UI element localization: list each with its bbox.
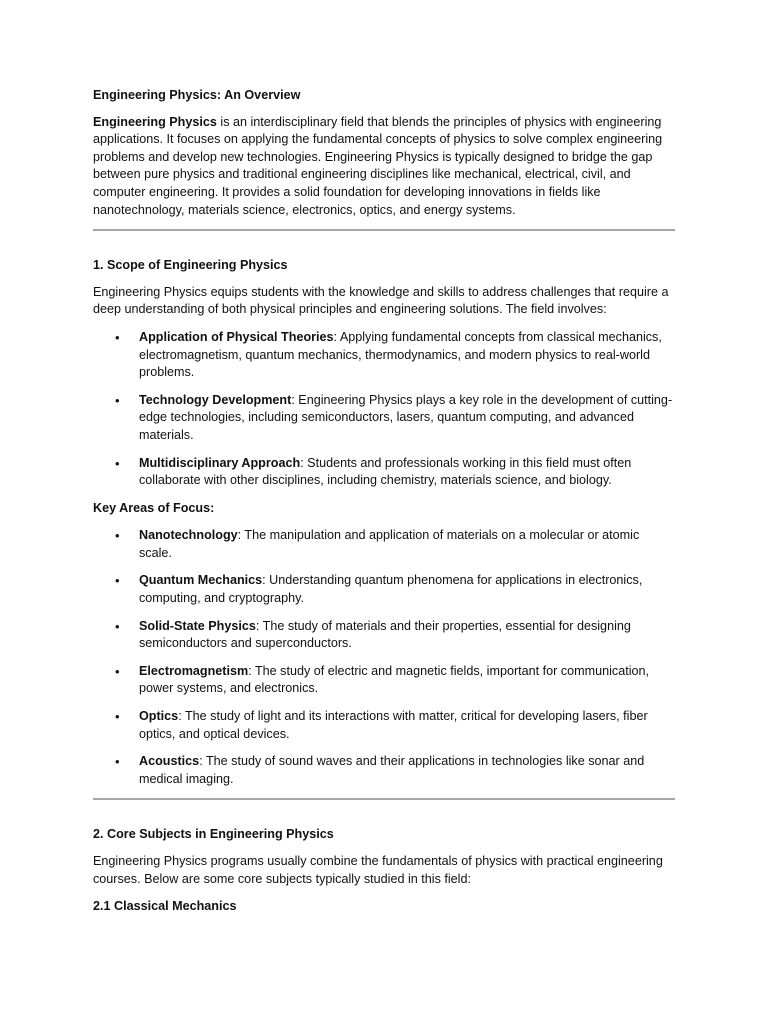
bullet-icon: • <box>115 709 120 725</box>
bullet-icon: • <box>115 663 120 679</box>
intro-paragraph <box>93 114 675 220</box>
list-item-term: Electromagnetism <box>139 663 249 678</box>
list-item-term: Multidisciplinary Approach <box>139 455 301 470</box>
intro-term: Engineering Physics <box>93 114 217 129</box>
list-item <box>93 527 675 562</box>
section-intro-scope: Engineering Physics equips students with the knowledge and skills to address challenges that require a deep understanding of both physical principles and engineering solutions. The field involves: <box>93 284 669 317</box>
document-title: Engineering Physics: An Overview <box>93 88 301 102</box>
bullet-icon: • <box>115 329 120 345</box>
list-item <box>93 392 675 445</box>
section-divider <box>93 229 675 231</box>
section-heading-core-subjects: 2. Core Subjects in Engineering Physics <box>93 827 334 842</box>
scope-list <box>93 329 675 490</box>
list-item-term: Solid-State Physics <box>139 618 256 633</box>
bullet-icon: • <box>115 754 120 770</box>
bullet-icon: • <box>115 573 120 589</box>
focus-list <box>93 527 675 788</box>
document-page <box>93 87 675 926</box>
list-item-text: : The study of electric and magnetic fields, important for communication, power systems, and electronics. <box>139 663 650 696</box>
list-item <box>93 708 675 743</box>
list-item-text: : The study of sound waves and their applications in technologies like sonar and medical imaging. <box>139 754 645 786</box>
list-item-term: Acoustics <box>139 754 200 769</box>
list-item-text: : The manipulation and application of materials on a molecular or atomic scale. <box>139 528 640 560</box>
bullet-icon: • <box>115 455 120 471</box>
list-item-term: Quantum Mechanics <box>139 573 263 588</box>
section-divider <box>93 798 675 800</box>
list-item <box>93 663 675 698</box>
list-item-text: : Students and professionals working in this field must often collaborate with other disciplines, including chemistry, materials science, and biology. <box>139 455 632 488</box>
list-item <box>93 572 675 607</box>
bullet-icon: • <box>115 528 120 544</box>
section-intro-core-subjects: Engineering Physics programs usually combine the fundamentals of physics with practical engineering courses. Below are some core subjects typically studied in this field: <box>93 854 663 886</box>
list-item <box>93 455 675 490</box>
focus-heading: Key Areas of Focus: <box>93 500 215 515</box>
bullet-icon: • <box>115 392 120 408</box>
subsection-heading-classical-mechanics: 2.1 Classical Mechanics <box>93 899 237 914</box>
list-item <box>93 753 675 788</box>
bullet-icon: • <box>115 618 120 634</box>
list-item-term: Application of Physical Theories <box>139 329 334 344</box>
list-item-term: Technology Development <box>139 392 292 407</box>
list-item-term: Nanotechnology <box>139 528 238 543</box>
list-item-text: : The study of light and its interactions with matter, critical for developing lasers, fiber optics, and optical devices. <box>139 709 648 741</box>
list-item <box>93 618 675 653</box>
list-item-text: : Applying fundamental concepts from classical mechanics, electromagnetism, quantum mechanics, thermodynamics, and modern physics to real-world problems. <box>139 329 662 380</box>
list-item-text: : The study of materials and their properties, essential for designing semiconductors and superconductors. <box>139 618 631 651</box>
section-heading-scope: 1. Scope of Engineering Physics <box>93 258 288 273</box>
list-item <box>93 329 675 382</box>
list-item-text: : Understanding quantum phenomena for applications in electronics, computing, and cryptography. <box>139 573 643 606</box>
list-item-term: Optics <box>139 709 179 724</box>
intro-text: is an interdisciplinary field that blends the principles of physics with engineering applications. It focuses on applying the fundamental concepts of physics to solve complex engineering problems and develop new technologies. Engineering Physics is typically designed to bridge the gap between pure physics and traditional engineering disciplines like mechanical, electrical, civil, and computer engineering. It provides a solid foundation for developing innovations in fields like nanotechnology, materials science, electronics, optics, and energy systems. <box>93 114 663 217</box>
list-item-text: : Engineering Physics plays a key role in the development of cutting-edge technologies, including semiconductors, lasers, quantum computing, and advanced materials. <box>139 392 673 442</box>
